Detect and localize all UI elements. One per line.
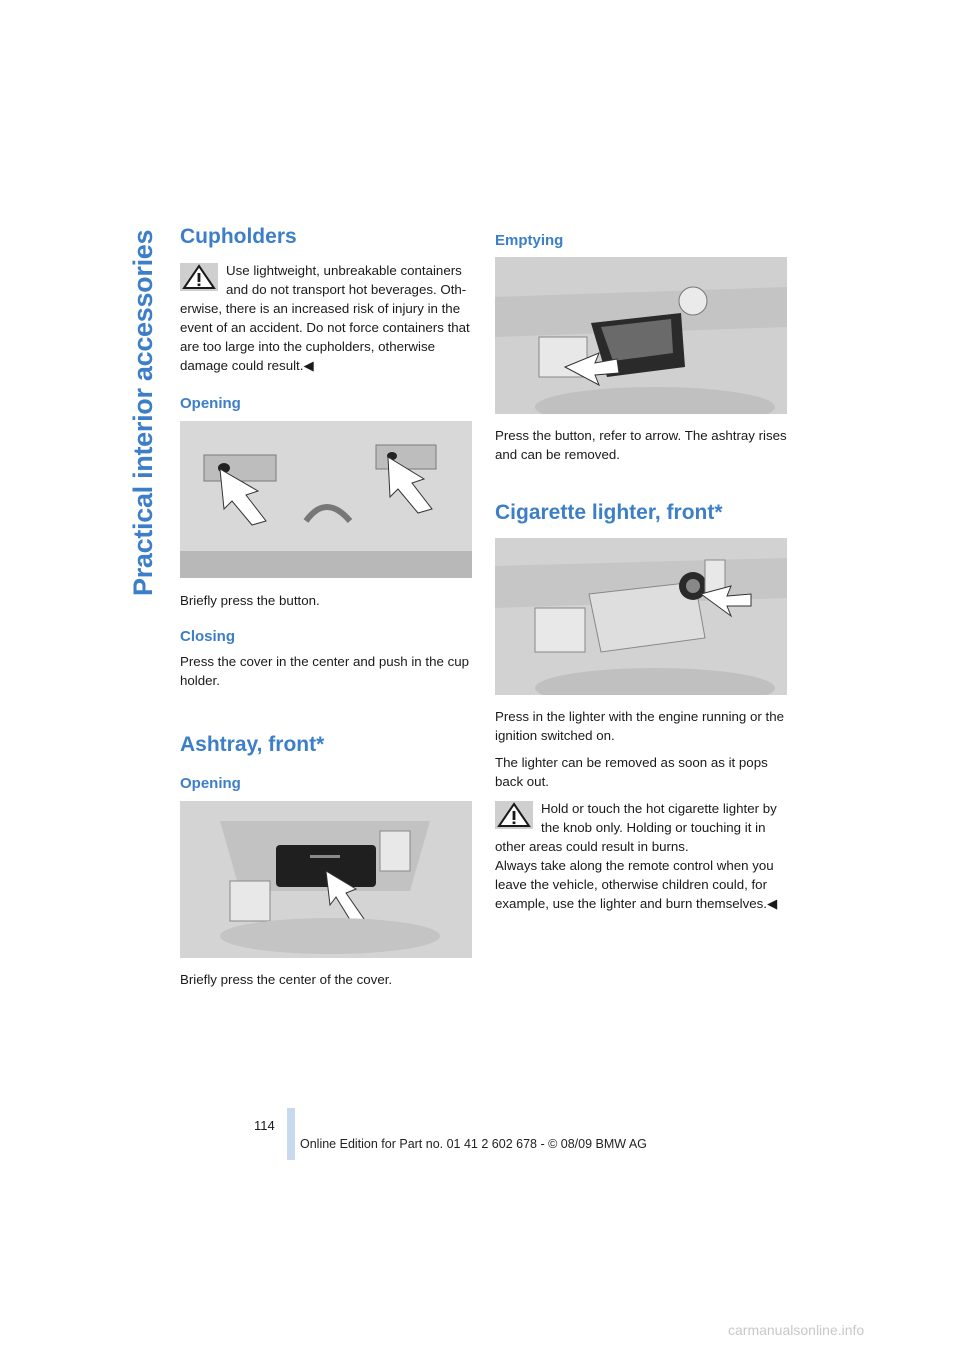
- cupholders-opening-heading: Opening: [180, 395, 241, 413]
- cupholders-warning: Use lightweight, unbreakable containers and do not transport hot beverages. Oth-erwise, there is an increased risk of injury in the event of an accident. Do not force containers that are too large into the cupholders, otherwise damage could result.◀: [180, 263, 470, 374]
- watermark: carmanualsonline.info: [728, 1322, 865, 1338]
- cupholders-closing-heading: Closing: [180, 628, 235, 646]
- cigarette-lighter-illustration: [495, 538, 787, 695]
- ashtray-opening-illustration: [180, 801, 472, 958]
- cupholders-heading: Cupholders: [180, 225, 297, 248]
- emptying-text: Press the button, refer to arrow. The ashtray rises and can be removed.: [495, 428, 787, 462]
- cupholders-closing-text: Press the cover in the center and push in the cup holder.: [180, 654, 470, 689]
- ashtray-opening-heading: Opening: [180, 775, 241, 793]
- left-column: [180, 224, 478, 989]
- cupholders-opening-text: Briefly press the button.: [180, 593, 320, 609]
- warning-triangle-icon: [180, 263, 218, 291]
- cupholder-opening-illustration: [180, 421, 472, 578]
- lighter-text-2: The lighter can be removed as soon as it pops back out.: [495, 755, 768, 790]
- ashtray-emptying-illustration: [495, 257, 787, 414]
- ashtray-opening-text: Briefly press the center of the cover.: [180, 972, 393, 988]
- footer-accent-bar: [287, 1108, 295, 1160]
- lighter-text-1: Press in the lighter with the engine running or the ignition switched on.: [495, 709, 785, 744]
- edition-footer: Online Edition for Part no. 01 41 2 602 678 - © 08/09 BMW AG: [300, 1137, 647, 1151]
- ashtray-heading: Ashtray, front*: [180, 733, 325, 757]
- page-number: 114: [254, 1118, 275, 1133]
- warning-triangle-icon: [495, 801, 533, 829]
- sidebar-chapter-title: Practical interior accessories: [128, 230, 158, 597]
- emptying-heading: Emptying: [495, 232, 564, 249]
- lighter-heading: Cigarette lighter, front*: [495, 501, 723, 524]
- lighter-warning: Hold or touch the hot cigarette lighter by the knob only. Holding or touching it in other areas could result in burns. Always take along the remote control when you leave the vehicle, otherwise children could, for example, use the lighter and burn themselves.◀: [495, 801, 778, 912]
- right-column: [495, 224, 793, 913]
